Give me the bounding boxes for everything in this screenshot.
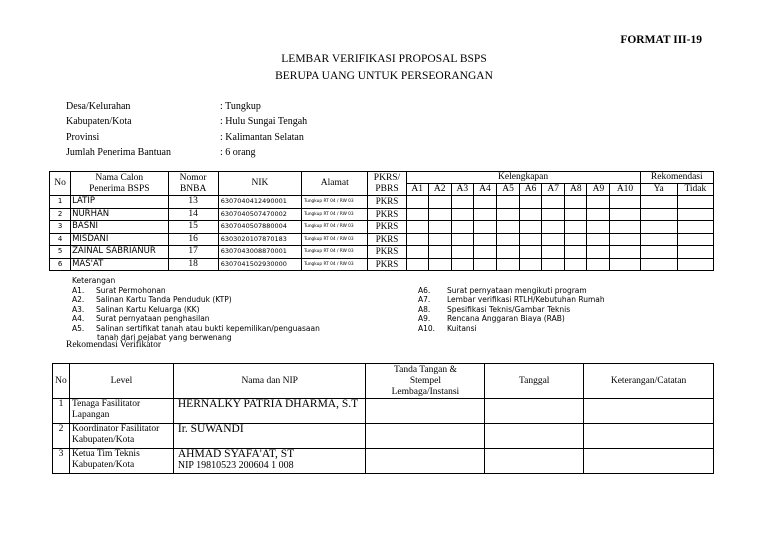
row-pkrs: PKRS <box>368 246 406 259</box>
rekomendasi-cell[interactable] <box>640 221 677 234</box>
info-label-kabupaten: Kabupaten/Kota <box>66 116 132 127</box>
row-nama-nip: HERNALKY PATRIA DHARMA, S.T <box>173 399 366 424</box>
row-no: 1 <box>53 399 70 424</box>
header-a5: A5 <box>496 184 519 196</box>
info-value-kabupaten: : Hulu Sungai Tengah <box>220 116 308 127</box>
row-nama: LATIP <box>71 196 168 209</box>
row-no: 3 <box>53 449 70 474</box>
kelengkapan-cell[interactable] <box>610 258 640 271</box>
table-row <box>50 208 714 221</box>
header-nik: NIK <box>218 172 301 196</box>
header-a1: A1 <box>406 184 428 196</box>
row-no: 5 <box>50 246 71 259</box>
rekomendasi-cell[interactable] <box>677 208 713 221</box>
kelengkapan-cell[interactable] <box>520 196 542 209</box>
legend-item: A5. Salinan sertifikat tanah atau bukti kepemilikan/penguasaan <box>72 323 320 333</box>
signature-cell[interactable] <box>366 449 485 474</box>
kelengkapan-cell[interactable] <box>473 246 496 259</box>
rekomendasi-cell[interactable] <box>640 233 677 246</box>
table-row <box>50 233 714 246</box>
row-nik: 6307040507880004 <box>218 221 301 234</box>
table-row <box>53 449 714 474</box>
row-alamat: Tungkup RT 04 / RW 03 <box>302 258 368 271</box>
row-pkrs: PKRS <box>368 221 406 234</box>
row-pkrs: PKRS <box>368 208 406 221</box>
legend-item: A9. Rencana Anggaran Biaya (RAB) <box>418 314 565 323</box>
kelengkapan-cell[interactable] <box>587 246 610 259</box>
row-alamat: Tungkup RT 04 / RW 03 <box>302 246 368 259</box>
header-tanggal: Tanggal <box>485 364 584 399</box>
rekomendasi-cell[interactable] <box>640 258 677 271</box>
kelengkapan-cell[interactable] <box>451 246 473 259</box>
rekomendasi-cell[interactable] <box>677 233 713 246</box>
row-nik: 6307040507470002 <box>218 208 301 221</box>
rekomendasi-cell[interactable] <box>677 221 713 234</box>
signature-cell[interactable] <box>366 399 485 424</box>
row-nip: NIP 19810523 200604 1 008 <box>177 460 294 471</box>
header-tidak: Tidak <box>677 184 713 196</box>
rekomendasi-verifikator-title: Rekomendasi Verifikator <box>66 340 162 350</box>
kelengkapan-cell[interactable] <box>428 233 451 246</box>
kelengkapan-cell[interactable] <box>451 258 473 271</box>
rekomendasi-cell[interactable] <box>677 258 713 271</box>
kelengkapan-cell[interactable] <box>610 208 640 221</box>
header-no: No <box>53 364 70 399</box>
kelengkapan-cell[interactable] <box>520 221 542 234</box>
header-a6: A6 <box>520 184 542 196</box>
row-nama: ZAINAL SABRIANUR <box>71 246 168 259</box>
document-title-line1: LEMBAR VERIFIKASI PROPOSAL BSPS <box>281 53 487 65</box>
kelengkapan-cell[interactable] <box>406 246 428 259</box>
note-cell[interactable] <box>584 424 714 449</box>
kelengkapan-cell[interactable] <box>587 221 610 234</box>
table-row <box>53 424 714 449</box>
legend-item: A7. Lembar verifikasi RTLH/Kebutuhan Rumah <box>418 295 605 304</box>
kelengkapan-cell[interactable] <box>542 246 565 259</box>
row-alamat: Tungkup RT 04 / RW 03 <box>302 221 368 234</box>
kelengkapan-cell[interactable] <box>520 258 542 271</box>
date-cell[interactable] <box>485 424 584 449</box>
row-no: 6 <box>50 258 71 271</box>
kelengkapan-cell[interactable] <box>542 258 565 271</box>
kelengkapan-cell[interactable] <box>428 258 451 271</box>
header-tanda-tangan: Tanda Tangan & Stempel Lembaga/Instansi <box>366 364 485 399</box>
kelengkapan-cell[interactable] <box>496 208 519 221</box>
row-pkrs: PKRS <box>368 196 406 209</box>
kelengkapan-cell[interactable] <box>496 258 519 271</box>
info-label-jumlah: Jumlah Penerima Bantuan <box>66 147 171 158</box>
header-a3: A3 <box>451 184 473 196</box>
kelengkapan-cell[interactable] <box>428 196 451 209</box>
row-nik: 6307040412490001 <box>218 196 301 209</box>
row-no: 2 <box>50 208 71 221</box>
rekomendasi-cell[interactable] <box>640 196 677 209</box>
kelengkapan-cell[interactable] <box>473 221 496 234</box>
table-row <box>50 221 714 234</box>
kelengkapan-cell[interactable] <box>565 258 587 271</box>
header-level: Level <box>69 364 173 399</box>
kelengkapan-cell[interactable] <box>565 246 587 259</box>
legend-item-continuation: tanah dari pejabat yang berwenang <box>97 333 232 342</box>
kelengkapan-cell[interactable] <box>520 246 542 259</box>
header-a7: A7 <box>542 184 565 196</box>
kelengkapan-cell[interactable] <box>520 208 542 221</box>
kelengkapan-cell[interactable] <box>428 221 451 234</box>
kelengkapan-cell[interactable] <box>542 221 565 234</box>
legend-item: A8. Spesifikasi Teknis/Gambar Teknis <box>418 304 571 314</box>
kelengkapan-cell[interactable] <box>406 233 428 246</box>
kelengkapan-cell[interactable] <box>542 196 565 209</box>
kelengkapan-cell[interactable] <box>406 258 428 271</box>
rekomendasi-cell[interactable] <box>677 246 713 259</box>
legend-item: A1. Surat Permohonan <box>72 285 166 295</box>
table-row <box>53 399 714 424</box>
info-value-provinsi: : Kalimantan Selatan <box>220 132 304 143</box>
kelengkapan-cell[interactable] <box>428 246 451 259</box>
header-kelengkapan: Kelengkapan <box>406 172 640 184</box>
kelengkapan-cell[interactable] <box>451 221 473 234</box>
kelengkapan-cell[interactable] <box>587 196 610 209</box>
rekomendasi-cell[interactable] <box>640 246 677 259</box>
kelengkapan-cell[interactable] <box>473 258 496 271</box>
kelengkapan-cell[interactable] <box>451 196 473 209</box>
kelengkapan-cell[interactable] <box>565 233 587 246</box>
kelengkapan-cell[interactable] <box>496 246 519 259</box>
kelengkapan-cell[interactable] <box>406 221 428 234</box>
header-rekomendasi: Rekomendasi <box>640 172 713 184</box>
row-pkrs: PKRS <box>368 233 406 246</box>
row-pkrs: PKRS <box>368 258 406 271</box>
kelengkapan-cell[interactable] <box>565 221 587 234</box>
document-title-line2: BERUPA UANG UNTUK PERSEORANGAN <box>275 70 493 82</box>
row-nik: 6307043008870001 <box>218 246 301 259</box>
header-no: No <box>50 172 71 196</box>
table-row <box>50 246 714 259</box>
row-alamat: Tungkup RT 04 / RW 03 <box>302 233 368 246</box>
kelengkapan-cell[interactable] <box>496 233 519 246</box>
row-nama: MAS'AT <box>71 258 168 271</box>
header-keterangan: Keterangan/Catatan <box>584 364 714 399</box>
note-cell[interactable] <box>584 449 714 474</box>
row-nik: 6303020107870183 <box>218 233 301 246</box>
row-nama-nip: Ir. SUWANDI <box>173 424 366 449</box>
legend-item: A2. Salinan Kartu Tanda Penduduk (KTP) <box>72 295 232 304</box>
header-nomor-bnba: Nomor BNBA <box>168 172 218 196</box>
row-nik: 6307041502930000 <box>218 258 301 271</box>
rekomendasi-cell[interactable] <box>640 208 677 221</box>
kelengkapan-cell[interactable] <box>473 196 496 209</box>
kelengkapan-cell[interactable] <box>565 208 587 221</box>
kelengkapan-cell[interactable] <box>428 208 451 221</box>
kelengkapan-cell[interactable] <box>406 208 428 221</box>
kelengkapan-cell[interactable] <box>610 246 640 259</box>
kelengkapan-cell[interactable] <box>542 233 565 246</box>
row-bnba: 15 <box>168 221 218 234</box>
header-a10: A10 <box>610 184 640 196</box>
row-no: 4 <box>50 233 71 246</box>
header-nama: Nama Calon Penerima BSPS <box>71 172 168 196</box>
kelengkapan-cell[interactable] <box>610 196 640 209</box>
row-alamat: Tungkup RT 04 / RW 03 <box>302 196 368 209</box>
kelengkapan-cell[interactable] <box>610 233 640 246</box>
legend-item: A10. Kuitansi <box>418 323 477 333</box>
rekomendasi-cell[interactable] <box>677 196 713 209</box>
header-a2: A2 <box>428 184 451 196</box>
note-cell[interactable] <box>584 399 714 424</box>
row-bnba: 18 <box>168 258 218 271</box>
kelengkapan-cell[interactable] <box>542 208 565 221</box>
row-no: 3 <box>50 221 71 234</box>
header-a8: A8 <box>565 184 587 196</box>
kelengkapan-cell[interactable] <box>565 196 587 209</box>
info-value-desa: : Tungkup <box>220 101 261 112</box>
kelengkapan-cell[interactable] <box>473 233 496 246</box>
kelengkapan-cell[interactable] <box>406 196 428 209</box>
legend-item: A6. Surat pernyataan mengikuti program <box>418 285 587 295</box>
row-nama: NURHAN <box>71 208 168 221</box>
kelengkapan-cell[interactable] <box>587 233 610 246</box>
verification-table <box>49 171 714 271</box>
kelengkapan-cell[interactable] <box>496 221 519 234</box>
verifikator-table <box>52 363 714 474</box>
row-nama: BASNI <box>71 221 168 234</box>
header-nama-nip: Nama dan NIP <box>173 364 366 399</box>
row-no: 2 <box>53 424 70 449</box>
row-level: Koordinator Fasilitator Kabupaten/Kota <box>69 424 173 449</box>
header-alamat: Alamat <box>302 172 368 196</box>
row-nama: MISDANI <box>71 233 168 246</box>
table-row <box>50 258 714 271</box>
info-label-desa: Desa/Kelurahan <box>66 101 131 112</box>
kelengkapan-cell[interactable] <box>587 258 610 271</box>
header-pkrs: PKRS/ PBRS <box>368 172 406 196</box>
date-cell[interactable] <box>485 449 584 474</box>
header-a4: A4 <box>473 184 496 196</box>
row-level: Tenaga Fasilitator Lapangan <box>69 399 173 424</box>
info-label-provinsi: Provinsi <box>66 132 100 143</box>
date-cell[interactable] <box>485 399 584 424</box>
header-a9: A9 <box>587 184 610 196</box>
kelengkapan-cell[interactable] <box>496 196 519 209</box>
kelengkapan-cell[interactable] <box>451 233 473 246</box>
kelengkapan-cell[interactable] <box>520 233 542 246</box>
row-bnba: 13 <box>168 196 218 209</box>
row-alamat: Tungkup RT 04 / RW 03 <box>302 208 368 221</box>
kelengkapan-cell[interactable] <box>610 221 640 234</box>
kelengkapan-cell[interactable] <box>587 208 610 221</box>
header-ya: Ya <box>640 184 677 196</box>
table-row <box>50 196 714 209</box>
format-label: FORMAT III-19 <box>620 34 702 46</box>
row-bnba: 14 <box>168 208 218 221</box>
kelengkapan-cell[interactable] <box>473 208 496 221</box>
row-bnba: 17 <box>168 246 218 259</box>
signature-cell[interactable] <box>366 424 485 449</box>
kelengkapan-cell[interactable] <box>451 208 473 221</box>
row-nama-nip: AHMAD SYAFA'AT, ST NIP 19810523 200604 1 008 <box>173 449 366 474</box>
info-value-jumlah: : 6 orang <box>220 147 256 158</box>
keterangan-title: Keterangan <box>72 276 116 285</box>
legend-item: A3. Salinan Kartu Keluarga (KK) <box>72 304 200 314</box>
row-bnba: 16 <box>168 233 218 246</box>
row-level: Ketua Tim Teknis Kabupaten/Kota <box>69 449 173 474</box>
row-no: 1 <box>50 196 71 209</box>
legend-item: A4. Surat pernyataan penghasilan <box>72 314 210 323</box>
